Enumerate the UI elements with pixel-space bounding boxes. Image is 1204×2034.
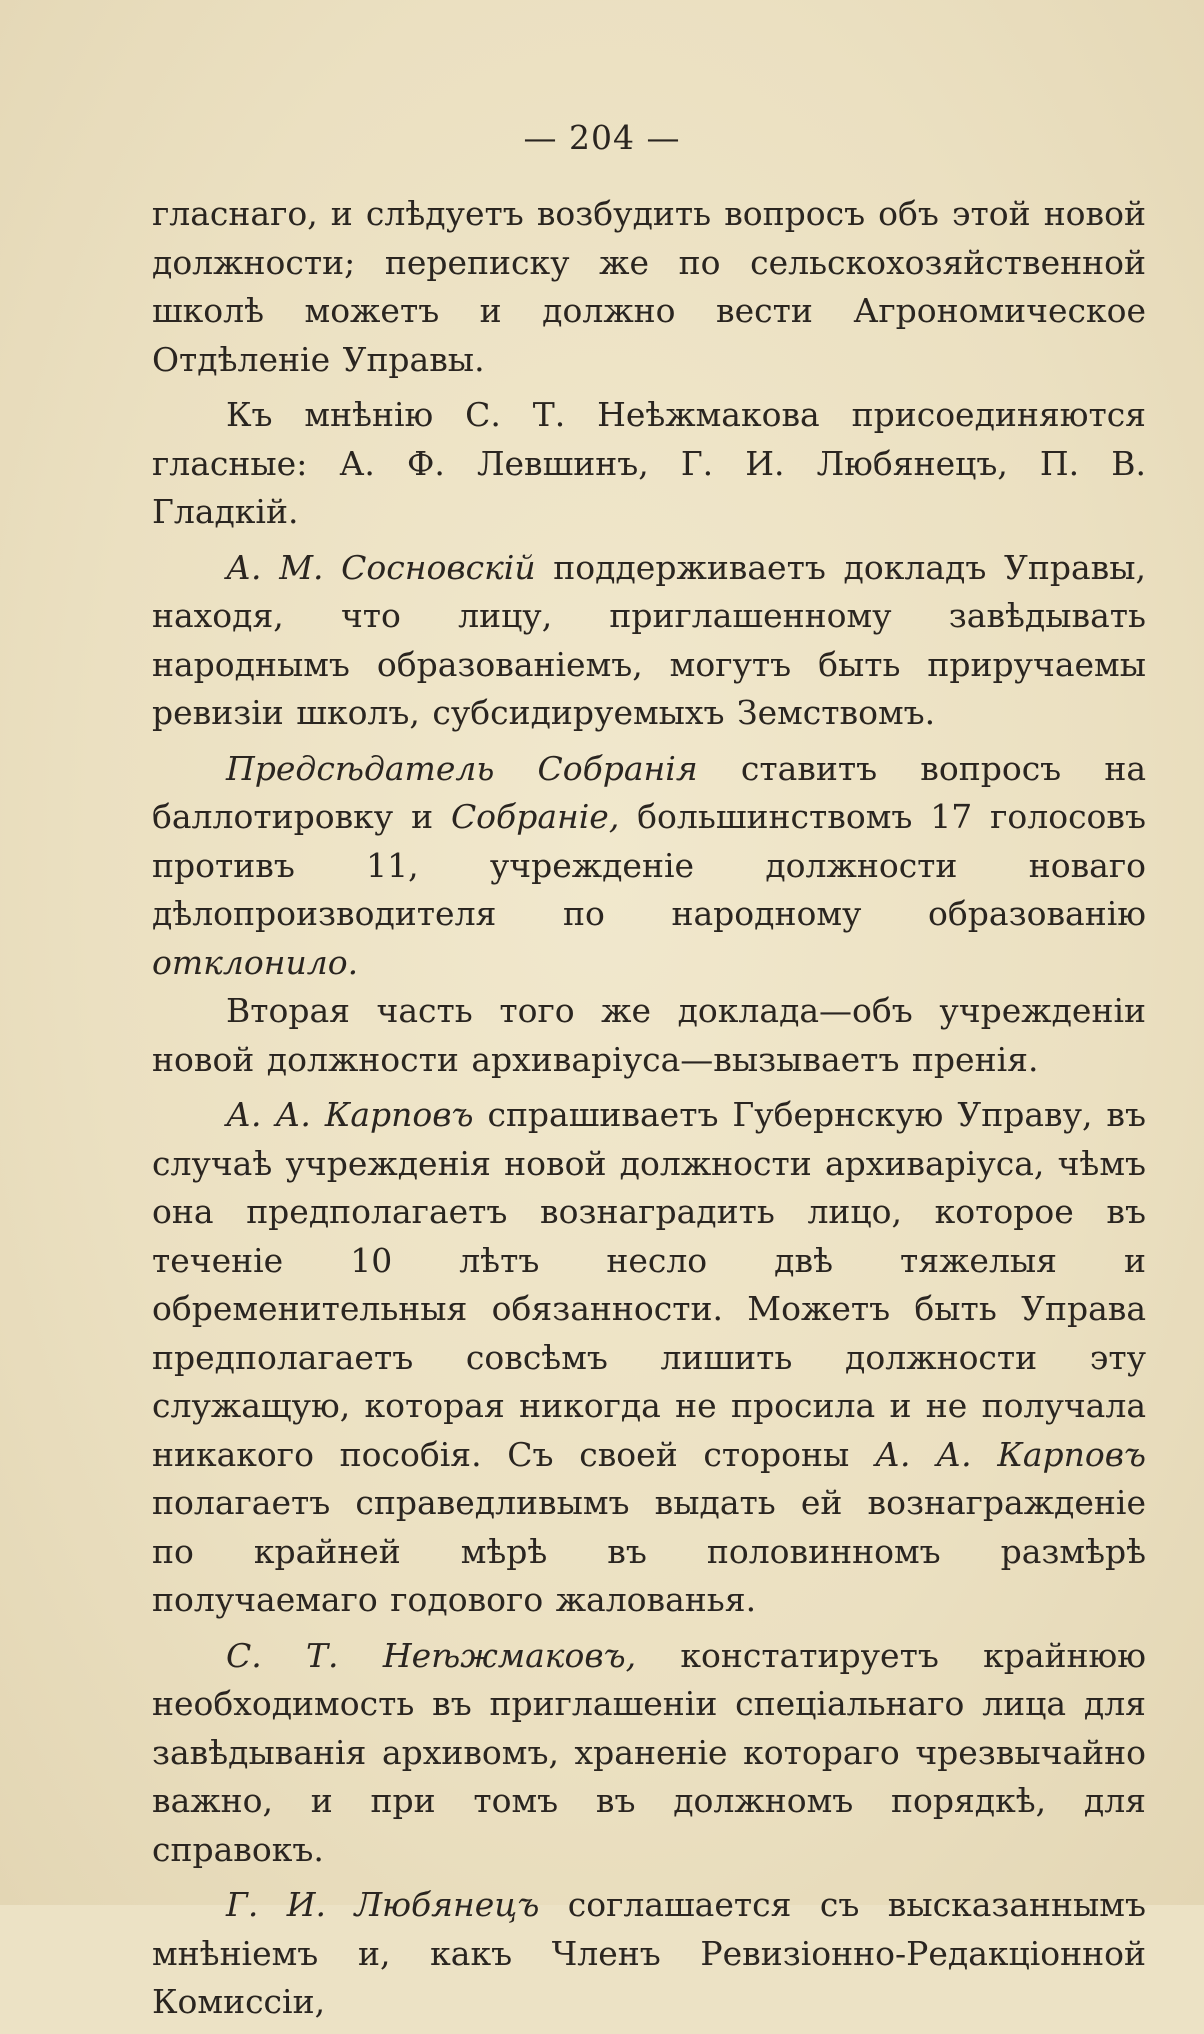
paragraph-3: [152, 544, 1146, 738]
emphasis-text: отклонило.: [152, 942, 359, 982]
paragraph-text: поддерживаетъ докладъ Управы, находя, что лицу, приглашенному завѣдывать народнымъ образованіемъ, могутъ быть приручаемы ревизіи школъ, субсидируемыхъ Земствомъ.: [152, 547, 1146, 732]
paragraph-8: [152, 1881, 1146, 2027]
paragraph-1: [152, 190, 1146, 384]
paragraph-text: спрашиваетъ Губернскую Управу, въ случаѣ учрежденія новой должности архиваріуса, чѣмъ она предполагаетъ вознаградить лицо, которое въ теченіе 10 лѣтъ несло двѣ тяжелыя и обременительныя обязанности. Можетъ быть Управа предполагаетъ совсѣмъ лишить должности эту служащую, которая никогда не просила и не получала никакого пособія. Съ своей стороны: [152, 1095, 1146, 1474]
speaker-name: А. А. Карповъ: [874, 1434, 1147, 1474]
paragraph-6: [152, 1091, 1146, 1625]
body-text: [152, 190, 1146, 2034]
paragraph-4: [152, 745, 1146, 988]
paragraph-text: констатируетъ крайнюю необходимость въ приглашеніи спеціальнаго лица для завѣдыванія архивомъ, храненіе котораго чрезвычайно важно, и при томъ въ должномъ порядкѣ, для справокъ.: [152, 1635, 1146, 1869]
paragraph-text: ставитъ вопросъ на баллотировку и: [152, 748, 1146, 836]
speaker-name: Предсѣдатель Собранія: [226, 748, 698, 788]
paragraph-text: соглашается съ высказаннымъ мнѣніемъ и, какъ Членъ Ревизіонно-Редакціонной Комиссіи,: [152, 1885, 1146, 2021]
paragraph-text: гласнаго, и слѣдуетъ возбудить вопросъ объ этой новой должности; переписку же по сельскохозяйственной школѣ можетъ и должно вести Агрономическое Отдѣленіе Управы.: [152, 194, 1146, 379]
speaker-name: А. М. Сосновскій: [226, 547, 536, 587]
paragraph-2: [152, 391, 1146, 537]
paragraph-text: полагаетъ справедливымъ выдать ей вознагражденіе по крайней мѣрѣ въ половинномъ размѣрѣ получаемаго годового жалованья.: [152, 1483, 1146, 1619]
speaker-name: Г. И. Любянецъ: [226, 1885, 540, 1924]
paragraph-text: Къ мнѣнію С. Т. Неѣжмакова присоединяются гласные: А. Ф. Левшинъ, Г. И. Любянецъ, П. В. Гладкій.: [152, 395, 1146, 531]
paragraph-text: большинствомъ 17 голосовъ противъ 11, учрежденіе должности новаго дѣлопроизводителя по народному образованію: [152, 797, 1146, 933]
emphasis-text: Собраніе,: [450, 797, 620, 836]
paragraph-text: Вторая часть того же доклада—объ учрежденіи новой должности архиваріуса—вызываетъ пренія.: [152, 991, 1146, 1079]
speaker-name: А. А. Карповъ: [226, 1095, 474, 1134]
paragraph-5: [152, 987, 1146, 1084]
paragraph-7: [152, 1632, 1146, 1875]
speaker-name: С. Т. Неѣжмаковъ,: [226, 1635, 637, 1675]
page-number: — 204 —: [523, 118, 681, 157]
